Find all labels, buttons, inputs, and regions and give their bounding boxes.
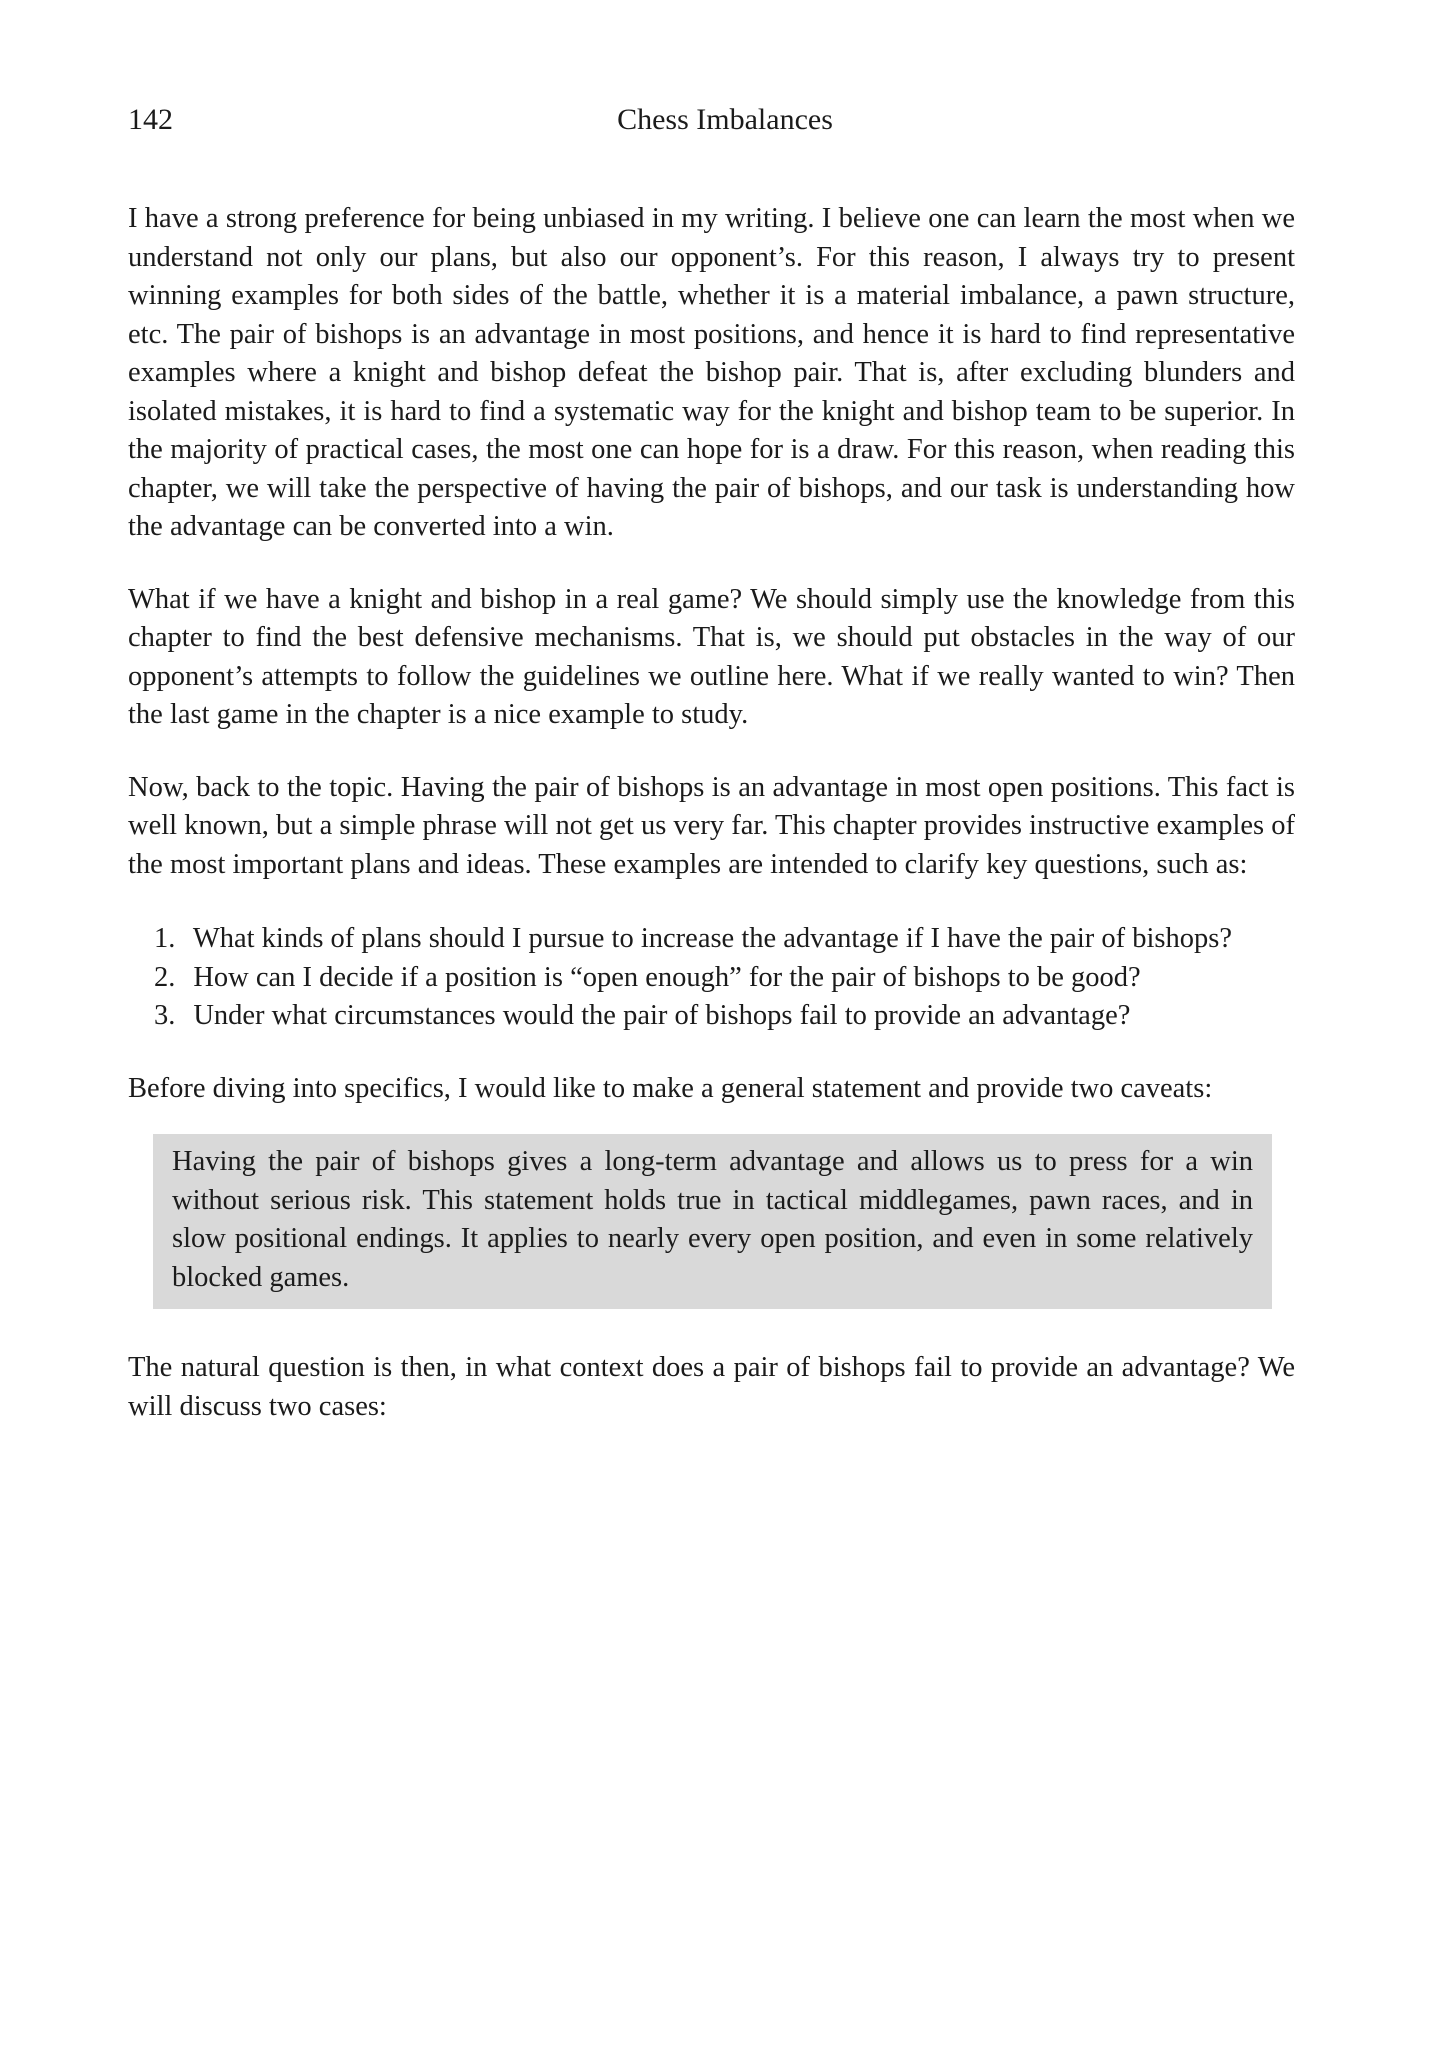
list-item-1 [154,920,1295,959]
paragraph-after-callout: The natural question is then, in what context does a pair of bishops fail to provide an advantage? We will discuss two cases: [128,1352,1295,1422]
list-item-1-text: What kinds of plans should I pursue to increase the advantage if I have the pair of bishops? [192,923,1232,954]
paragraph-knight-and-bishop: What if we have a knight and bishop in a real game? We should simply use the knowledge from this chapter to find the best defensive mechanisms. That is, we should put obstacles in the way of our opponent’s attempts to follow the guidelines we outline here. What if we really wanted to win? Then the last game in the chapter is a nice example to study. [128,583,1295,730]
callout-box [153,1134,1272,1309]
callout-text: Having the pair of bishops gives a long-term advantage and allows us to press for a win without serious risk. This statement holds true in tactical middlegames, pawn races, and in slow positional endings. It applies to nearly every open position, and even in some relatively blocked games. [172,1146,1253,1293]
list-item-3-number: 3. [154,1000,176,1031]
list-item-3 [154,997,1295,1036]
paragraph-before-callout: Before diving into specifics, I would like to make a general statement and provide two caveats: [128,1072,1213,1104]
list-item-3-text: Under what circumstances would the pair of bishops fail to provide an advantage? [193,1000,1131,1031]
question-list [128,920,1295,1036]
paragraph-unbiased-writing: I have a strong preference for being unbiased in my writing. I believe one can learn the most when we understand not only our plans, but also our opponent’s. For this reason, I always try to present winning examples for both sides of the battle, whether it is a material imbalance, a pawn structure, etc. The pair of bishops is an advantage in most positions, and hence it is hard to find representative examples where a knight and bishop defeat the bishop pair. That is, after excluding blunders and isolated mistakes, it is hard to find a systematic way for the knight and bishop team to be superior. In the majority of practical cases, the most one can hope for is a draw. For this reason, when reading this chapter, we will take the perspective of having the pair of bishops, and our task is understanding how the advantage can be converted into a win. [128,203,1295,542]
list-item-1-number: 1. [154,923,176,954]
page-number: 142 [128,103,173,136]
page-header [0,102,1450,144]
paragraph-back-to-topic: Now, back to the topic. Having the pair of bishops is an advantage in most open positions. This fact is well known, but a simple phrase will not get us very far. This chapter provides instructive examples of the most important plans and ideas. These examples are intended to clarify key questions, such as: [128,771,1295,880]
page-body [128,200,1295,1426]
running-head-title: Chess Imbalances [617,103,833,136]
list-item-2 [154,959,1295,998]
list-item-2-number: 2. [154,961,176,993]
list-item-2-text: How can I decide if a position is “open enough” for the pair of bishops to be good? [193,961,1141,993]
